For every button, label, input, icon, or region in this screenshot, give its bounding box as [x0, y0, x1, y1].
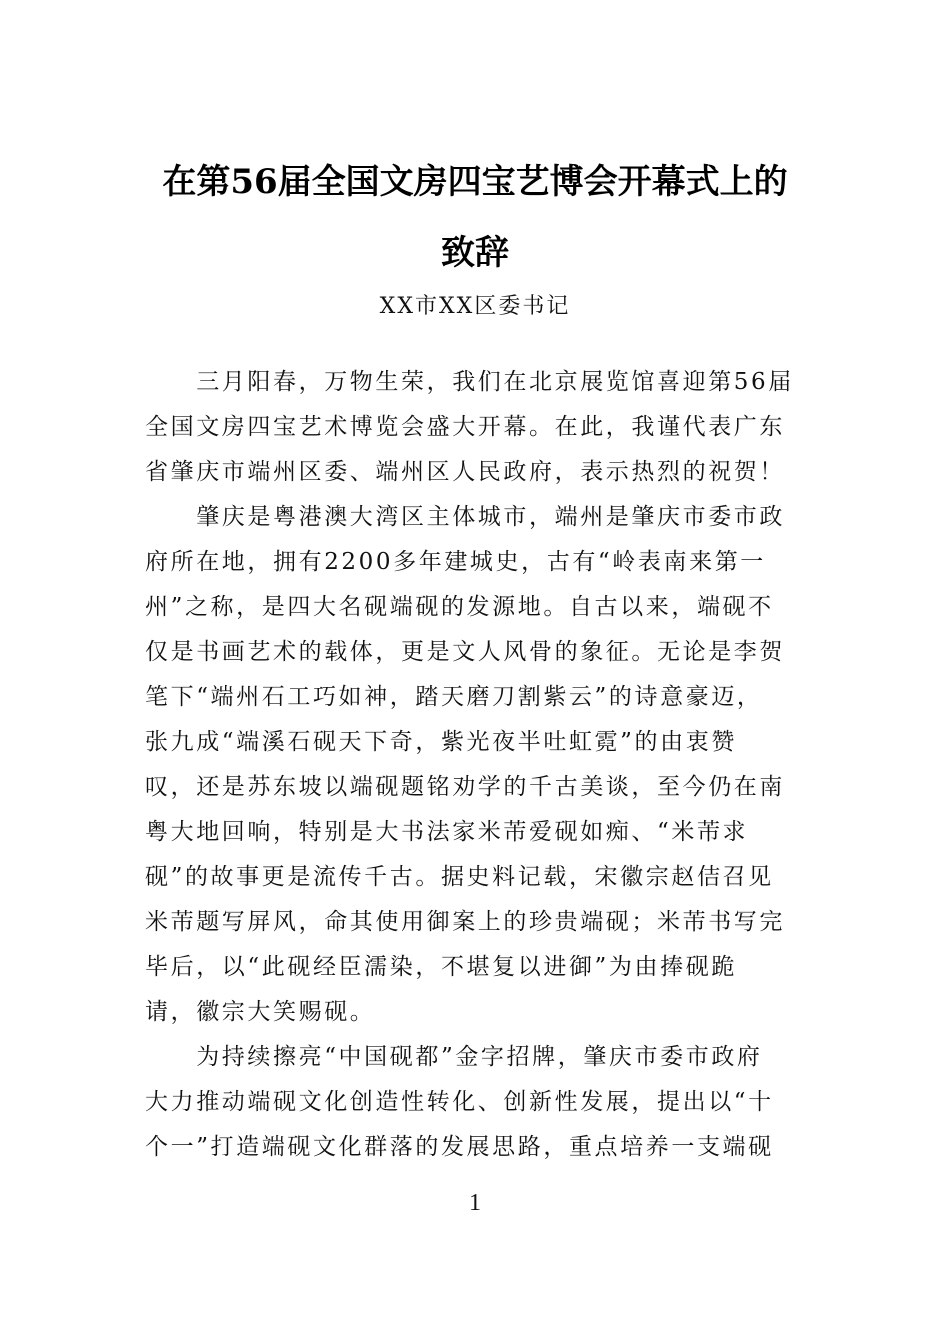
body-line: 为持续擦亮“中国砚都”金字招牌，肇庆市委市政府: [145, 1044, 763, 1070]
body-line: 米芾题写屏风，命其使用御案上的珍贵端砚；米芾书写完: [145, 909, 785, 935]
body-line: 毕后，以“此砚经臣濡染，不堪复以进御”为由捧砚跪: [145, 954, 737, 980]
body-line: 个一”打造端砚文化群落的发展思路，重点培养一支端砚: [145, 1134, 774, 1160]
body-line: 肇庆是粤港澳大湾区主体城市，端州是肇庆市委市政: [145, 504, 785, 530]
page-number: 1: [469, 1190, 481, 1216]
body-line: 全国文房四宝艺术博览会盛大开幕。在此，我谨代表广东: [145, 414, 785, 440]
author-byline: XX市XX区委书记: [379, 294, 571, 319]
body-line: 三月阳春，万物生荣，我们在北京展览馆喜迎第56届: [145, 369, 794, 395]
document-title-line-2: 致辞: [441, 233, 509, 273]
body-line: 粤大地回响，特别是大书法家米芾爱砚如痴、“米芾求: [145, 819, 749, 845]
body-line: 省肇庆市端州区委、端州区人民政府，表示热烈的祝贺！: [145, 459, 785, 485]
body-line: 州”之称，是四大名砚端砚的发源地。自古以来，端砚不: [145, 594, 774, 620]
body-line: 府所在地，拥有2200多年建城史，古有“岭表南来第一: [145, 549, 766, 575]
body-line: 叹，还是苏东坡以端砚题铭劝学的千古美谈，至今仍在南: [145, 774, 785, 800]
body-line: 砚”的故事更是流传千古。据史料记载，宋徽宗赵佶召见: [145, 864, 774, 890]
body-line: 大力推动端砚文化创造性转化、创新性发展，提出以“十: [145, 1089, 774, 1115]
body-line: 仅是书画艺术的载体，更是文人风骨的象征。无论是李贺: [145, 639, 785, 665]
body-line: 张九成“端溪石砚天下奇，紫光夜半吐虹霓”的由衷赞: [145, 729, 737, 755]
document-title-line-1: 在第56届全国文房四宝艺博会开幕式上的: [162, 162, 788, 202]
body-line: 笔下“端州石工巧如神，踏天磨刀割紫云”的诗意豪迈，: [145, 684, 763, 710]
body-line: 请，徽宗大笑赐砚。: [145, 999, 376, 1025]
